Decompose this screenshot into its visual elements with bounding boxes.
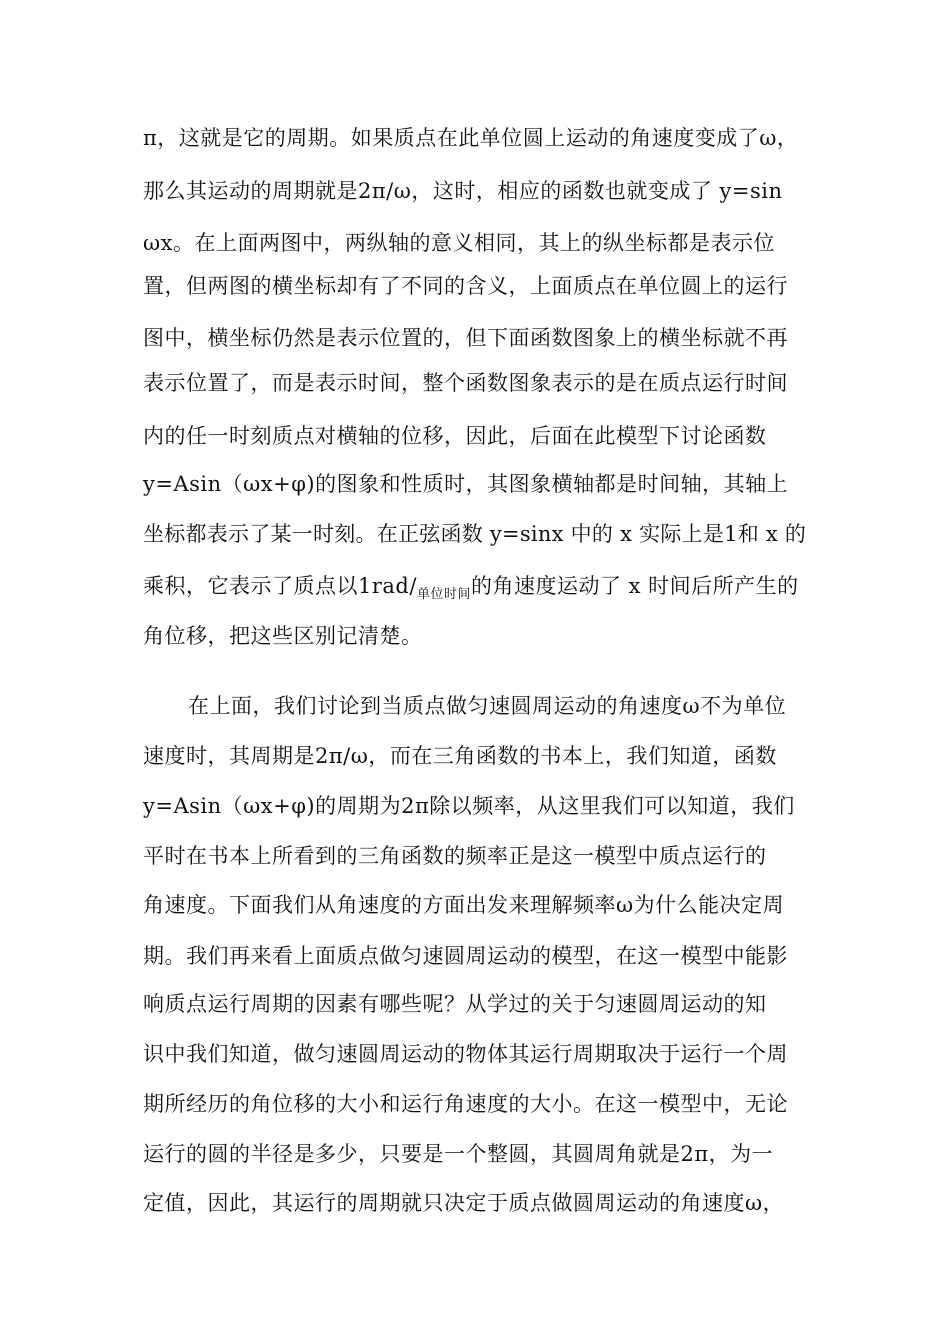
paragraph-2-line-9: 期所经历的角位移的大小和运行角速度的大小。在这一模型中，无论 (143, 1092, 788, 1116)
special-line-after: 的角速度运动了 x 时间后所产生的 (470, 574, 799, 598)
paragraph-2-line-1: 在上面，我们讨论到当质点做匀速圆周运动的角速度ω不为单位 (188, 694, 787, 718)
paragraph-1-line-5: 图中，横坐标仍然是表示位置的，但下面函数图象上的横坐标就不再 (143, 326, 788, 350)
paragraph-1-line-1: π，这就是它的周期。如果质点在此单位圆上运动的角速度变成了ω， (143, 126, 799, 150)
paragraph-1-line-7: 内的任一时刻质点对横轴的位移，因此，后面在此模型下讨论函数 (143, 424, 767, 448)
paragraph-2-line-3: y=Asin（ωx+φ)的周期为2π除以频率，从这里我们可以知道，我们 (143, 794, 795, 818)
paragraph-1-line-2: 那么其运动的周期就是2π/ω，这时，相应的函数也就变成了 y=sin (143, 179, 783, 203)
paragraph-2-line-8: 识中我们知道，做匀速圆周运动的物体其运行周期取决于运行一个周 (143, 1042, 788, 1066)
paragraph-1-line-6: 表示位置了，而是表示时间，整个函数图象表示的是在质点运行时间 (143, 371, 788, 395)
special-line-before: 乘积，它表示了质点以1rad/ (143, 574, 417, 598)
paragraph-2-line-2: 速度时，其周期是2π/ω，而在三角函数的书本上，我们知道，函数 (143, 744, 777, 768)
paragraph-1-line-3: ωx。在上面两图中，两纵轴的意义相同，其上的纵坐标都是表示位 (143, 231, 775, 255)
paragraph-2-line-11: 定值，因此，其运行的周期就只决定于质点做圆周运动的角速度ω， (143, 1191, 785, 1215)
paragraph-1-line-11: 角位移，把这些区别记清楚。 (143, 624, 423, 648)
paragraph-2-line-4: 平时在书本上所看到的三角函数的频率正是这一模型中质点运行的 (143, 844, 767, 868)
paragraph-2-line-6: 期。我们再来看上面质点做匀速圆周运动的模型，在这一模型中能影 (143, 944, 788, 968)
paragraph-1-line-9: 坐标都表示了某一时刻。在正弦函数 y=sinx 中的 x 实际上是1和 x 的 (143, 522, 807, 546)
paragraph-1-line-4: 置，但两图的横坐标却有了不同的含义，上面质点在单位圆上的运行 (143, 274, 788, 298)
paragraph-2-line-7: 响质点运行周期的因素有哪些呢？从学过的关于匀速圆周运动的知 (143, 992, 767, 1016)
paragraph-1-line-8: y=Asin（ωx+φ)的图象和性质时，其图象横轴都是时间轴，其轴上 (143, 472, 789, 496)
paragraph-2-line-5: 角速度。下面我们从角速度的方面出发来理解频率ω为什么能决定周 (143, 893, 785, 917)
unit-time-subscript: 单位时间 (416, 587, 471, 602)
paragraph-2-line-10: 运行的圆的半径是多少，只要是一个整圆，其圆周角就是2π，为一 (143, 1142, 774, 1166)
paragraph-1-line-10 (143, 573, 808, 608)
